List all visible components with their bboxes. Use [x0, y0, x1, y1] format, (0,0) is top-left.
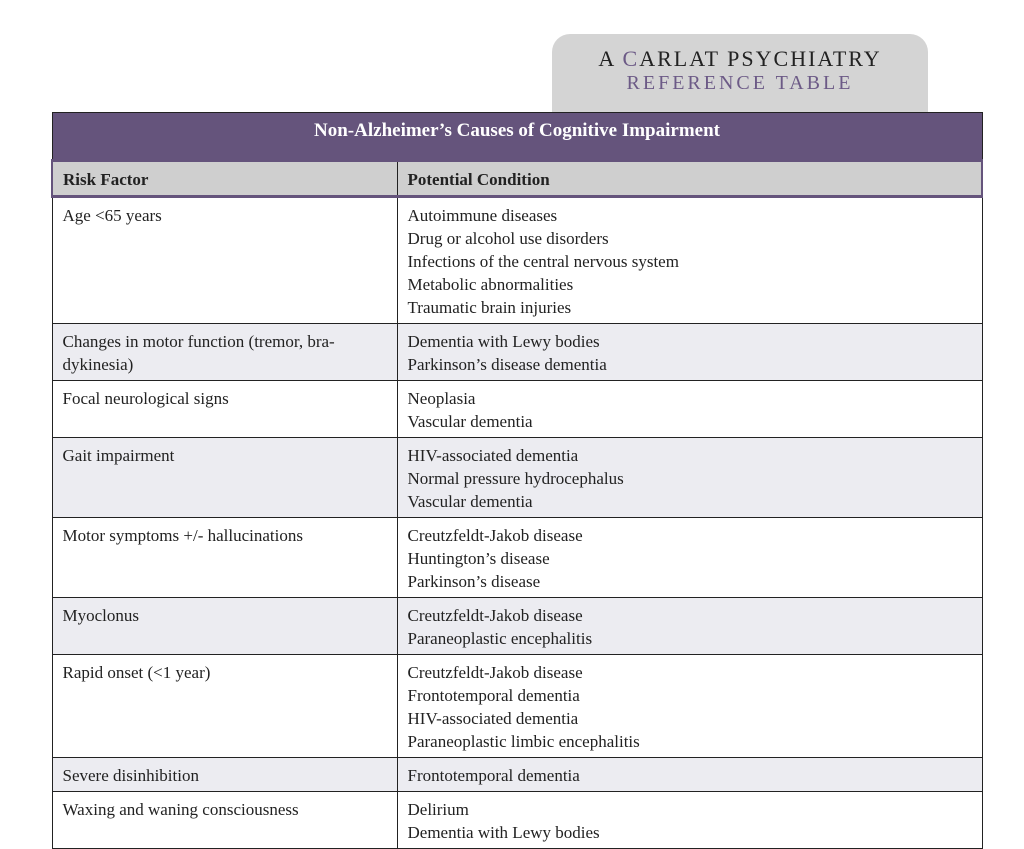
header-potential-condition: Potential Condition: [397, 161, 982, 197]
risk-factor-cell: Changes in motor function (tremor, bra-dykinesia): [52, 324, 397, 381]
condition-item: Parkinson’s disease dementia: [407, 355, 607, 374]
table-row: [52, 792, 982, 849]
badge-brand-accent: C: [622, 46, 640, 71]
risk-factor-cell: Focal neurological signs: [52, 381, 397, 438]
potential-condition-cell: [397, 324, 982, 381]
condition-item: Paraneoplastic limbic encephalitis: [407, 732, 640, 751]
condition-item: Autoimmune diseases: [407, 206, 558, 225]
condition-item: HIV-associated dementia: [407, 709, 579, 728]
condition-item: Delirium: [407, 800, 469, 819]
cognitive-impairment-table: [51, 112, 983, 849]
condition-item: Parkinson’s disease: [407, 572, 541, 591]
condition-item: Creutzfeldt-Jakob disease: [407, 606, 583, 625]
table-row: [52, 655, 982, 758]
risk-factor-cell: Rapid onset (<1 year): [52, 655, 397, 758]
condition-item: Vascular dementia: [407, 412, 533, 431]
table-row: [52, 438, 982, 518]
condition-item: Vascular dementia: [407, 492, 533, 511]
condition-item: Normal pressure hydrocephalus: [407, 469, 624, 488]
table-title-row: [52, 113, 982, 161]
condition-item: Dementia with Lewy bodies: [407, 332, 600, 351]
risk-factor-cell: Age <65 years: [52, 197, 397, 324]
potential-condition-cell: [397, 792, 982, 849]
condition-item: Metabolic abnormalities: [407, 275, 574, 294]
table-row: [52, 324, 982, 381]
potential-condition-cell: [397, 758, 982, 792]
header-risk-factor: Risk Factor: [52, 161, 397, 197]
risk-factor-cell: Myoclonus: [52, 598, 397, 655]
condition-item: Neoplasia: [407, 389, 476, 408]
table-row: [52, 758, 982, 792]
condition-item: Creutzfeldt-Jakob disease: [407, 526, 583, 545]
badge-brand-first: A: [598, 46, 623, 71]
condition-item: Infections of the central nervous system: [407, 252, 679, 271]
risk-factor-cell: Severe disinhibition: [52, 758, 397, 792]
potential-condition-cell: [397, 655, 982, 758]
table-row: [52, 197, 982, 324]
reference-table-badge: [552, 34, 928, 112]
condition-item: Frontotemporal dementia: [407, 766, 580, 785]
potential-condition-cell: [397, 197, 982, 324]
potential-condition-cell: [397, 438, 982, 518]
table-title: Non-Alzheimer’s Causes of Cognitive Impairment: [52, 113, 982, 161]
risk-factor-cell: Gait impairment: [52, 438, 397, 518]
condition-item: Paraneoplastic encephalitis: [407, 629, 593, 648]
table-row: [52, 518, 982, 598]
condition-item: HIV-associated dementia: [407, 446, 579, 465]
condition-item: Huntington’s disease: [407, 549, 550, 568]
condition-item: Drug or alcohol use disorders: [407, 229, 609, 248]
condition-item: Traumatic brain injuries: [407, 298, 572, 317]
badge-brand-line: [552, 46, 928, 72]
table-header-row: [52, 161, 982, 197]
table-body: [52, 197, 982, 849]
condition-item: Frontotemporal dementia: [407, 686, 580, 705]
potential-condition-cell: [397, 381, 982, 438]
badge-brand-rest: ARLAT PSYCHIATRY: [639, 46, 882, 71]
condition-item: Creutzfeldt-Jakob disease: [407, 663, 583, 682]
badge-subtitle: REFERENCE TABLE: [626, 72, 854, 94]
risk-factor-cell: Waxing and waning consciousness: [52, 792, 397, 849]
condition-item: Dementia with Lewy bodies: [407, 823, 600, 842]
table-row: [52, 381, 982, 438]
potential-condition-cell: [397, 598, 982, 655]
risk-factor-cell: Motor symptoms +/- hallucinations: [52, 518, 397, 598]
potential-condition-cell: [397, 518, 982, 598]
table-row: [52, 598, 982, 655]
